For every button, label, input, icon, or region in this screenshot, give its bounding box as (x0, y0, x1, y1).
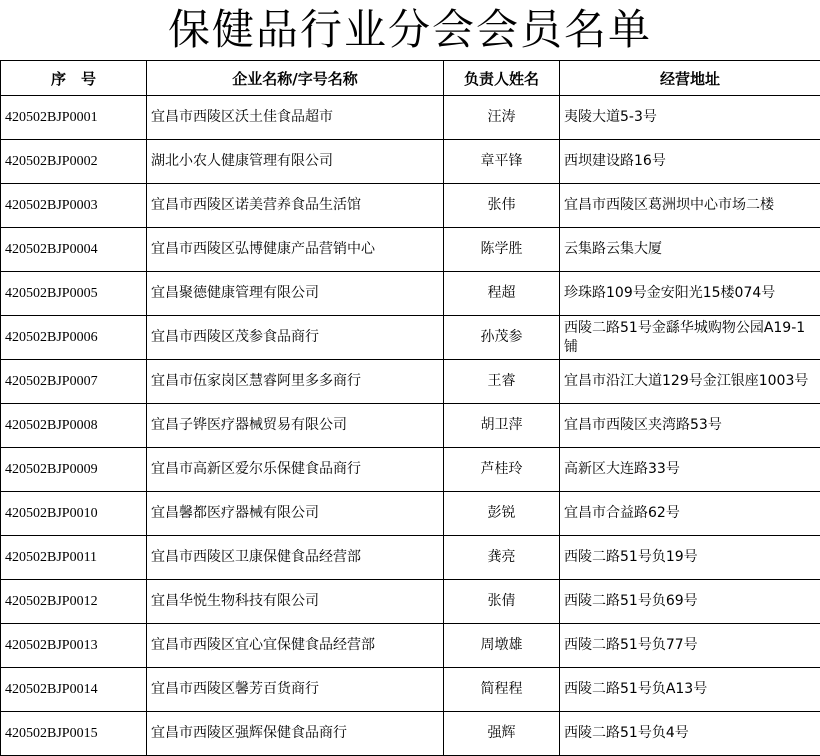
person-in-charge: 程超 (444, 272, 560, 316)
person-in-charge: 彭锐 (444, 492, 560, 536)
member-id: 420502BJP0003 (1, 184, 147, 228)
header-person-in-charge: 负责人姓名 (444, 61, 560, 96)
business-address: 云集路云集大厦 (560, 228, 820, 272)
table-row (1, 580, 820, 624)
person-in-charge: 汪涛 (444, 96, 560, 140)
company-name: 宜昌市西陵区诺美营养食品生活馆 (147, 184, 444, 228)
person-in-charge: 芦桂玲 (444, 448, 560, 492)
company-name: 宜昌子铧医疗器械贸易有限公司 (147, 404, 444, 448)
business-address: 西坝建设路16号 (560, 140, 820, 184)
header-row (1, 61, 820, 96)
company-name: 宜昌市伍家岗区慧睿阿里多多商行 (147, 360, 444, 404)
member-id: 420502BJP0004 (1, 228, 147, 272)
table-row (1, 624, 820, 668)
business-address: 宜昌市沿江大道129号金江银座1003号 (560, 360, 820, 404)
table-row (1, 272, 820, 316)
company-name: 宜昌市西陵区宜心宜保健食品经营部 (147, 624, 444, 668)
header-company-name: 企业名称/字号名称 (147, 61, 444, 96)
person-in-charge: 强辉 (444, 712, 560, 756)
member-id: 420502BJP0001 (1, 96, 147, 140)
member-id: 420502BJP0005 (1, 272, 147, 316)
member-id: 420502BJP0008 (1, 404, 147, 448)
member-id: 420502BJP0013 (1, 624, 147, 668)
business-address: 西陵二路51号负A13号 (560, 668, 820, 712)
person-in-charge: 胡卫萍 (444, 404, 560, 448)
table-row (1, 712, 820, 756)
member-table (0, 60, 820, 756)
company-name: 宜昌市西陵区弘博健康产品营销中心 (147, 228, 444, 272)
member-id: 420502BJP0009 (1, 448, 147, 492)
table-row (1, 404, 820, 448)
member-id: 420502BJP0014 (1, 668, 147, 712)
company-name: 湖北小农人健康管理有限公司 (147, 140, 444, 184)
member-id: 420502BJP0015 (1, 712, 147, 756)
table-row (1, 96, 820, 140)
business-address: 西陵二路51号负69号 (560, 580, 820, 624)
company-name: 宜昌市高新区爱尔乐保健食品商行 (147, 448, 444, 492)
table-row (1, 448, 820, 492)
person-in-charge: 孙茂参 (444, 316, 560, 360)
business-address: 夷陵大道5-3号 (560, 96, 820, 140)
business-address: 宜昌市西陵区夹湾路53号 (560, 404, 820, 448)
business-address: 西陵二路51号金繇华城购物公园A19-1铺 (560, 316, 820, 360)
business-address: 西陵二路51号负19号 (560, 536, 820, 580)
person-in-charge: 张伟 (444, 184, 560, 228)
company-name: 宜昌馨都医疗器械有限公司 (147, 492, 444, 536)
table-row (1, 492, 820, 536)
company-name: 宜昌华悦生物科技有限公司 (147, 580, 444, 624)
business-address: 珍珠路109号金安阳光15楼074号 (560, 272, 820, 316)
member-id: 420502BJP0010 (1, 492, 147, 536)
company-name: 宜昌市西陵区强辉保健食品商行 (147, 712, 444, 756)
table-row (1, 360, 820, 404)
member-id: 420502BJP0011 (1, 536, 147, 580)
header-business-address: 经营地址 (560, 61, 820, 96)
company-name: 宜昌市西陵区沃土佳食品超市 (147, 96, 444, 140)
person-in-charge: 王睿 (444, 360, 560, 404)
table-row (1, 316, 820, 360)
table-row (1, 184, 820, 228)
table-row (1, 228, 820, 272)
table-row (1, 536, 820, 580)
business-address: 宜昌市合益路62号 (560, 492, 820, 536)
header-serial-number: 序 号 (1, 61, 147, 96)
person-in-charge: 章平锋 (444, 140, 560, 184)
company-name: 宜昌市西陵区茂参食品商行 (147, 316, 444, 360)
person-in-charge: 龚亮 (444, 536, 560, 580)
person-in-charge: 简程程 (444, 668, 560, 712)
person-in-charge: 陈学胜 (444, 228, 560, 272)
company-name: 宜昌市西陵区馨芳百货商行 (147, 668, 444, 712)
table-row (1, 140, 820, 184)
company-name: 宜昌聚德健康管理有限公司 (147, 272, 444, 316)
member-id: 420502BJP0006 (1, 316, 147, 360)
page-title: 保健品行业分会会员名单 (167, 5, 652, 54)
business-address: 西陵二路51号负77号 (560, 624, 820, 668)
company-name: 宜昌市西陵区卫康保健食品经营部 (147, 536, 444, 580)
business-address: 宜昌市西陵区葛洲坝中心市场二楼 (560, 184, 820, 228)
member-id: 420502BJP0002 (1, 140, 147, 184)
person-in-charge: 张倩 (444, 580, 560, 624)
member-id: 420502BJP0007 (1, 360, 147, 404)
table-row (1, 668, 820, 712)
business-address: 高新区大连路33号 (560, 448, 820, 492)
member-id: 420502BJP0012 (1, 580, 147, 624)
person-in-charge: 周墩雄 (444, 624, 560, 668)
business-address: 西陵二路51号负4号 (560, 712, 820, 756)
